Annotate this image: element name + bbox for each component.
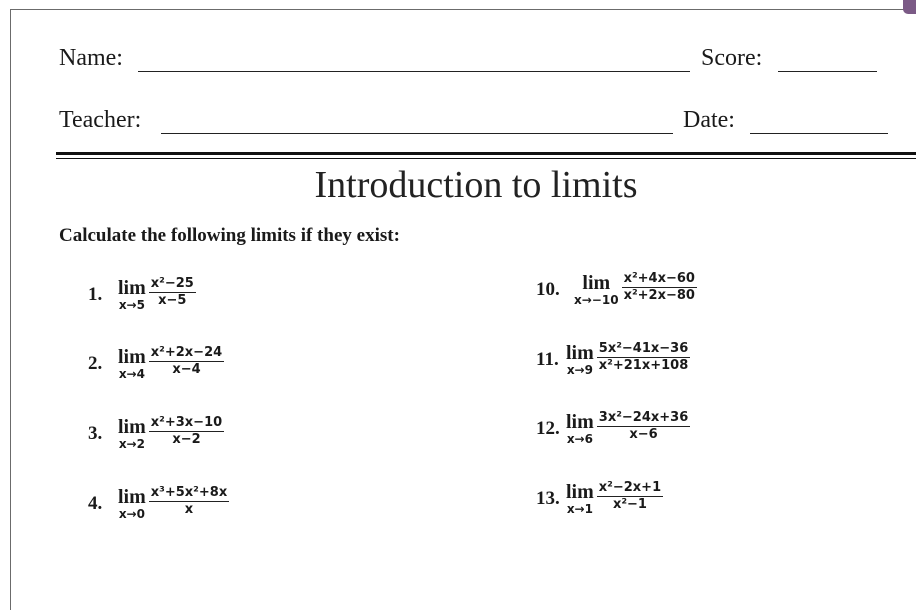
- numerator: 5x²−41x−36: [598, 340, 689, 356]
- problem-11: [536, 340, 690, 377]
- denominator: x−4: [172, 361, 201, 377]
- teacher-line: [161, 133, 673, 134]
- score-label: Score:: [701, 45, 763, 71]
- header-divider-thin: [56, 158, 916, 159]
- instructions: Calculate the following limits if they exist:: [59, 225, 400, 246]
- name-line: [138, 71, 690, 72]
- limit-operator: lim x→4: [118, 346, 146, 381]
- problem-number: 13.: [536, 488, 560, 509]
- limit-approach: x→−10: [574, 293, 619, 307]
- header-divider-thick: [56, 152, 916, 155]
- date-label: Date:: [683, 107, 735, 133]
- limit-operator: lim x→2: [118, 416, 146, 451]
- fraction: [149, 485, 229, 518]
- limit-approach: x→1: [566, 502, 593, 516]
- teacher-label: Teacher:: [59, 107, 142, 133]
- problem-2: [88, 344, 224, 381]
- limit-operator: lim x→1: [566, 481, 594, 516]
- denominator: x−2: [172, 431, 201, 447]
- name-label: Name:: [59, 45, 123, 71]
- problem-number: 12.: [536, 418, 560, 439]
- denominator: x²+2x−80: [623, 287, 695, 303]
- problem-number: 3.: [88, 423, 103, 444]
- numerator: x²−25: [150, 275, 194, 291]
- limit-operator: lim x→5: [118, 277, 146, 312]
- denominator: x: [184, 501, 194, 517]
- fraction: [622, 271, 697, 304]
- denominator: x−5: [158, 292, 187, 308]
- fraction: [149, 345, 224, 378]
- denominator: x−6: [629, 426, 658, 442]
- numerator: x²+3x−10: [150, 414, 223, 430]
- fraction: [149, 415, 224, 448]
- limit-approach: x→5: [118, 298, 145, 312]
- problem-number: 11.: [536, 349, 559, 370]
- fraction: [597, 480, 663, 513]
- problem-number: 10.: [536, 279, 560, 300]
- numerator: x³+5x²+8x: [150, 484, 228, 500]
- problem-number: 4.: [88, 493, 103, 514]
- date-line: [750, 133, 888, 134]
- fraction: [149, 276, 196, 309]
- problem-1: [88, 275, 196, 312]
- window-corner-marker: [903, 0, 916, 14]
- limit-approach: x→6: [566, 432, 593, 446]
- fraction: [597, 341, 690, 374]
- score-line: [778, 71, 877, 72]
- problem-3: [88, 414, 224, 451]
- limit-approach: x→4: [118, 367, 145, 381]
- problem-4: [88, 484, 229, 521]
- limit-approach: x→2: [118, 437, 145, 451]
- limit-operator: lim x→0: [118, 486, 146, 521]
- numerator: 3x²−24x+36: [598, 409, 689, 425]
- problem-number: 2.: [88, 353, 103, 374]
- numerator: x²+2x−24: [150, 344, 223, 360]
- limit-approach: x→0: [118, 507, 145, 521]
- limit-operator: lim x→9: [566, 342, 594, 377]
- problem-13: [536, 479, 663, 516]
- limit-approach: x→9: [566, 363, 593, 377]
- limit-operator: lim x→6: [566, 411, 594, 446]
- denominator: x²−1: [612, 496, 647, 512]
- fraction: [597, 410, 690, 443]
- denominator: x²+21x+108: [598, 357, 689, 373]
- problem-12: [536, 409, 690, 446]
- numerator: x²−2x+1: [598, 479, 662, 495]
- problem-number: 1.: [88, 284, 103, 305]
- problem-10: [536, 270, 697, 307]
- page-title: Introduction to limits: [314, 164, 638, 206]
- limit-operator: lim x→−10: [574, 272, 619, 307]
- numerator: x²+4x−60: [623, 270, 695, 286]
